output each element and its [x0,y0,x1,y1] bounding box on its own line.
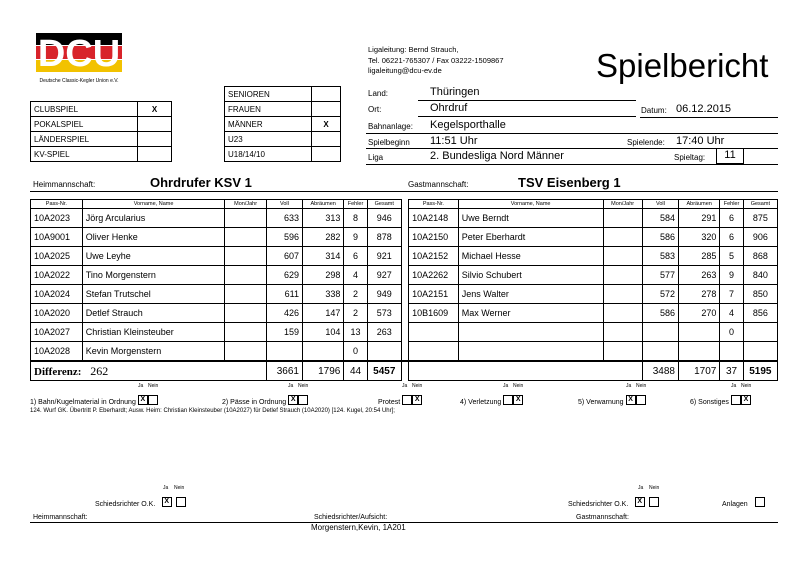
category-label: U18/14/10 [225,147,312,162]
guest-player-voll [642,342,678,362]
checklist [30,383,778,405]
guest-total-fehler: 37 [720,361,743,381]
home-player-name: Tino Morgenstern [82,266,225,285]
col-monat: Mon/Jahr [225,200,266,209]
logo-letters: DCU [37,33,121,73]
guest-player-abr [678,342,719,362]
bahnanlage-value[interactable]: Kegelsporthalle [430,119,506,131]
home-player-abr: 282 [302,228,343,247]
check-ja-checkbox[interactable] [503,395,513,405]
col-abr: Abräumen [678,200,719,209]
dcu-logo [36,33,122,84]
guest-player-monat[interactable] [603,247,642,266]
sr-left-nein-checkbox[interactable] [176,497,186,507]
guest-player-abr: 320 [678,228,719,247]
check-nein-caption: Nein [298,383,309,389]
guest-player-name: Peter Eberhardt [458,228,603,247]
category-label: FRAUEN [225,102,312,117]
players-table [30,199,778,381]
col-monat: Mon/Jahr [603,200,642,209]
check-nein-caption: Nein [148,383,159,389]
check-ja-checkbox[interactable]: X [626,395,636,405]
guest-player-name: Jens Walter [458,285,603,304]
home-player-pass: 10A2024 [31,285,83,304]
check-ja-caption: Ja [731,383,737,389]
guest-player-name: Silvio Schubert [458,266,603,285]
home-player-abr: 314 [302,247,343,266]
col-gesamt: Gesamt [743,200,777,209]
check-label: 2) Pässe in Ordnung [222,399,287,406]
guest-player-gesamt: 868 [743,247,777,266]
sr-ok-label-left: Schiedsrichter O.K. [95,501,156,508]
footer-gast-label: Gastmannschaft: [576,514,629,521]
category-label: SENIOREN [225,87,312,102]
guest-player-voll: 577 [642,266,678,285]
home-player-abr: 313 [302,209,343,228]
guest-player-pass [409,323,459,342]
guest-player-monat[interactable] [603,285,642,304]
guest-total-voll: 3488 [642,361,678,381]
home-player-voll: 633 [266,209,302,228]
spieltag-label: Spieltag: [674,153,706,162]
home-player-abr: 104 [302,323,343,342]
home-total-fehler: 44 [344,361,367,381]
guest-player-gesamt: 856 [743,304,777,323]
guest-player-voll: 586 [642,304,678,323]
guest-player-gesamt [743,323,777,342]
col-name: Vorname, Name [458,200,603,209]
check-ja-caption: Ja [503,383,509,389]
check-nein-checkbox[interactable]: X [513,395,523,405]
footer-sr-left [95,485,186,511]
category-label: U23 [225,132,312,147]
guest-player-voll: 586 [642,228,678,247]
contact-line-2: Tel. 06221-765307 / Fax 03222-1509867 [368,55,504,65]
home-total-voll: 3661 [266,361,302,381]
home-player-gesamt: 921 [367,247,401,266]
check-label: 6) Sonstiges [690,399,729,406]
home-player-monat[interactable] [225,247,266,266]
game-type-label: POKALSPIEL [31,117,138,132]
col-fehler: Fehler [344,200,367,209]
difference-label: Differenz: [34,365,82,378]
contact-line-1: Ligaleitung: Bernd Strauch, [368,45,459,54]
guest-player-monat[interactable] [603,209,642,228]
guest-player-name [458,342,603,362]
home-player-fehler: 13 [344,323,367,342]
home-player-gesamt: 949 [367,285,401,304]
players-header-row [31,200,778,209]
check-nein-checkbox[interactable]: X [741,395,751,405]
home-player-fehler: 0 [344,342,367,362]
home-player-abr: 298 [302,266,343,285]
game-type-mark[interactable] [138,117,172,132]
col-pass: Pass-Nr. [409,200,459,209]
check-label: 5) Verwarnung [578,399,624,406]
anlagen-checkbox[interactable] [755,497,765,507]
guest-player-voll: 572 [642,285,678,304]
home-player-name: Oliver Henke [82,228,225,247]
guest-player-monat[interactable] [603,323,642,342]
sr-left-ja-caption: Ja [163,485,169,491]
check-nein-caption: Nein [412,383,423,389]
liga-label: Liga [368,153,384,162]
home-player-name: Kevin Morgenstern [82,342,225,362]
guest-player-fehler [720,342,743,362]
guest-player-fehler: 5 [720,247,743,266]
game-type-label: KV-SPIEL [31,147,138,162]
category-mark[interactable] [312,132,341,147]
player-row [31,323,778,342]
col-fehler: Fehler [720,200,743,209]
guest-player-pass: 10A2148 [409,209,459,228]
sr-left-nein-caption: Nein [174,485,185,491]
game-type-mark[interactable] [138,147,172,162]
contact-line-3: ligaleitung@dcu-ev.de [368,66,442,75]
player-row [31,304,778,323]
logo-tagline: Deutsche Classic-Kegler Union e.V. [39,78,119,84]
check-ja-checkbox[interactable] [731,395,741,405]
home-player-voll: 426 [266,304,302,323]
check-ja-caption: Ja [138,383,144,389]
home-player-fehler: 8 [344,209,367,228]
home-player-gesamt: 573 [367,304,401,323]
col-gesamt: Gesamt [367,200,401,209]
home-player-pass: 10A9001 [31,228,83,247]
guest-player-monat[interactable] [603,228,642,247]
guest-player-voll: 583 [642,247,678,266]
col-pass: Pass-Nr. [31,200,83,209]
sr-left-ja-checkbox[interactable]: X [162,497,172,507]
spielende-value[interactable]: 17:40 Uhr [676,135,725,147]
guest-player-fehler: 6 [720,228,743,247]
sr-right-nein-caption: Nein [649,485,660,491]
guest-player-monat[interactable] [603,266,642,285]
sr-right-ja-caption: Ja [638,485,644,491]
player-row [31,247,778,266]
category-mark[interactable]: X [312,117,341,132]
category-mark[interactable] [312,147,341,162]
check-item [460,383,523,409]
home-player-name: Christian Kleinsteuber [82,323,225,342]
home-team-label: Heimmannschaft: [33,180,96,189]
datum-value[interactable]: 06.12.2015 [676,103,732,115]
guest-player-pass: 10B1609 [409,304,459,323]
check-label: 4) Verletzung [460,399,502,406]
guest-total-abr: 1707 [678,361,719,381]
home-player-pass: 10A2022 [31,266,83,285]
home-player-gesamt: 878 [367,228,401,247]
guest-player-pass: 10A2152 [409,247,459,266]
home-player-voll: 611 [266,285,302,304]
home-player-voll: 596 [266,228,302,247]
home-player-pass: 10A2028 [31,342,83,362]
sr-right-nein-checkbox[interactable] [649,497,659,507]
category-mark[interactable] [312,102,341,117]
land-value[interactable]: Thüringen [430,86,480,98]
home-player-voll: 607 [266,247,302,266]
home-player-pass: 10A2027 [31,323,83,342]
home-player-name: Detlef Strauch [82,304,225,323]
check-ja-caption: Ja [402,383,408,389]
guest-player-abr: 270 [678,304,719,323]
check-item [690,383,751,409]
check-ja-checkbox[interactable]: X [138,395,148,405]
footer-sr-right [568,485,659,511]
home-player-fehler: 6 [344,247,367,266]
guest-player-monat[interactable] [603,304,642,323]
home-player-monat[interactable] [225,304,266,323]
bahnanlage-label: Bahnanlage: [368,122,413,131]
home-player-fehler: 2 [344,285,367,304]
home-player-monat[interactable] [225,266,266,285]
ort-label: Ort: [368,105,382,114]
guest-player-pass: 10A2150 [409,228,459,247]
home-player-gesamt: 263 [367,323,401,342]
check-item [378,383,422,409]
liga-value[interactable]: 2. Bundesliga Nord Männer [430,150,564,162]
game-type-table [30,101,172,162]
game-type-label: CLUBSPIEL [31,102,138,117]
difference-value: 262 [90,363,109,378]
category-table [224,86,341,162]
home-player-voll [266,342,302,362]
home-player-name: Jörg Arcularius [82,209,225,228]
home-player-name: Uwe Leyhe [82,247,225,266]
guest-player-gesamt [743,342,777,362]
guest-total-gesamt: 5195 [743,361,777,381]
guest-player-gesamt: 906 [743,228,777,247]
home-player-monat[interactable] [225,323,266,342]
check-label: Protest [378,399,401,406]
guest-player-pass: 10A2262 [409,266,459,285]
spieltag-value[interactable]: 11 [716,148,744,164]
remarks: 124. Wurf GK. Übertritt P. Eberhardt; Ausw. Heim: Christian Kleinsteuber (10A2027) für Detlef Strauch (10A2020) [124. Kugel, 20:54 Uhr]; [30,408,395,414]
home-player-monat[interactable] [225,342,266,362]
spielbeginn-label: Spielbeginn [368,138,410,147]
player-row [31,228,778,247]
anlagen-label: Anlagen [722,501,748,508]
home-player-abr: 338 [302,285,343,304]
guest-player-fehler: 9 [720,266,743,285]
footer-anlagen [722,493,765,511]
col-voll: Voll [266,200,302,209]
check-ja-caption: Ja [288,383,294,389]
check-nein-checkbox[interactable]: X [412,395,422,405]
datum-label: Datum: [641,106,667,115]
home-player-gesamt: 927 [367,266,401,285]
sr-right-ja-checkbox[interactable]: X [635,497,645,507]
check-item [222,383,308,409]
spielende-label: Spielende: [627,138,665,147]
guest-player-fehler: 6 [720,209,743,228]
home-player-monat[interactable] [225,285,266,304]
guest-team-name[interactable]: TSV Eisenberg 1 [518,175,621,190]
footer-heim-label: Heimmannschaft: [33,514,88,521]
check-label: 1) Bahn/Kugelmaterial in Ordnung [30,399,136,406]
home-team-name[interactable]: Ohrdrufer KSV 1 [150,175,252,190]
home-player-pass: 10A2023 [31,209,83,228]
player-row [31,285,778,304]
check-nein-checkbox[interactable] [298,395,308,405]
home-player-voll: 159 [266,323,302,342]
home-player-monat[interactable] [225,209,266,228]
guest-player-abr: 278 [678,285,719,304]
home-player-monat[interactable] [225,228,266,247]
totals-row [31,361,778,381]
guest-player-pass [409,342,459,362]
check-ja-checkbox[interactable] [402,395,412,405]
game-type-label: LÄNDERSPIEL [31,132,138,147]
player-row [31,266,778,285]
guest-player-name: Uwe Berndt [458,209,603,228]
home-player-fehler: 2 [344,304,367,323]
guest-player-abr [678,323,719,342]
home-player-gesamt: 946 [367,209,401,228]
guest-player-fehler: 7 [720,285,743,304]
guest-player-abr: 263 [678,266,719,285]
category-mark[interactable] [312,87,341,102]
player-row [31,209,778,228]
home-player-fehler: 9 [344,228,367,247]
guest-player-gesamt: 850 [743,285,777,304]
game-type-mark[interactable]: X [138,102,172,117]
home-total-abr: 1796 [302,361,343,381]
sr-ok-label-right: Schiedsrichter O.K. [568,501,629,508]
page-title: Spielbericht [596,47,769,84]
check-item [578,383,646,409]
player-row [31,342,778,362]
guest-player-gesamt: 875 [743,209,777,228]
home-player-pass: 10A2025 [31,247,83,266]
guest-player-gesamt: 840 [743,266,777,285]
home-player-fehler: 4 [344,266,367,285]
referee-name: Morgenstern,Kevin, 1A201 [311,523,406,532]
guest-player-fehler: 4 [720,304,743,323]
col-abr: Abräumen [302,200,343,209]
check-item [30,383,158,409]
check-ja-checkbox[interactable]: X [288,395,298,405]
home-player-abr [302,342,343,362]
home-player-gesamt [367,342,401,362]
home-player-pass: 10A2020 [31,304,83,323]
league-contact [368,45,504,77]
check-nein-caption: Nein [636,383,647,389]
land-label: Land: [368,89,389,98]
dcu-logo-mark [36,33,122,73]
col-voll: Voll [642,200,678,209]
home-total-gesamt: 5457 [367,361,401,381]
guest-player-pass: 10A2151 [409,285,459,304]
home-player-name: Stefan Trutschel [82,285,225,304]
guest-player-abr: 285 [678,247,719,266]
check-nein-caption: Nein [513,383,524,389]
col-name: Vorname, Name [82,200,225,209]
guest-team-label: Gastmannschaft: [408,180,469,189]
footer-sr-aufsicht-label: Schiedsrichter/Aufsicht: [314,514,388,521]
guest-player-voll: 584 [642,209,678,228]
guest-player-abr: 291 [678,209,719,228]
check-nein-checkbox[interactable] [148,395,158,405]
check-nein-caption: Nein [741,383,752,389]
guest-player-name: Michael Hesse [458,247,603,266]
guest-player-monat[interactable] [603,342,642,362]
check-ja-caption: Ja [626,383,632,389]
guest-player-voll [642,323,678,342]
home-player-voll: 629 [266,266,302,285]
spielbeginn-value[interactable]: 11:51 Uhr [430,135,478,147]
game-type-mark[interactable] [138,132,172,147]
home-player-abr: 147 [302,304,343,323]
check-nein-checkbox[interactable] [636,395,646,405]
guest-player-fehler: 0 [720,323,743,342]
ort-value[interactable]: Ohrdruf [430,102,468,114]
guest-player-name: Max Werner [458,304,603,323]
category-label: MÄNNER [225,117,312,132]
guest-player-name [458,323,603,342]
